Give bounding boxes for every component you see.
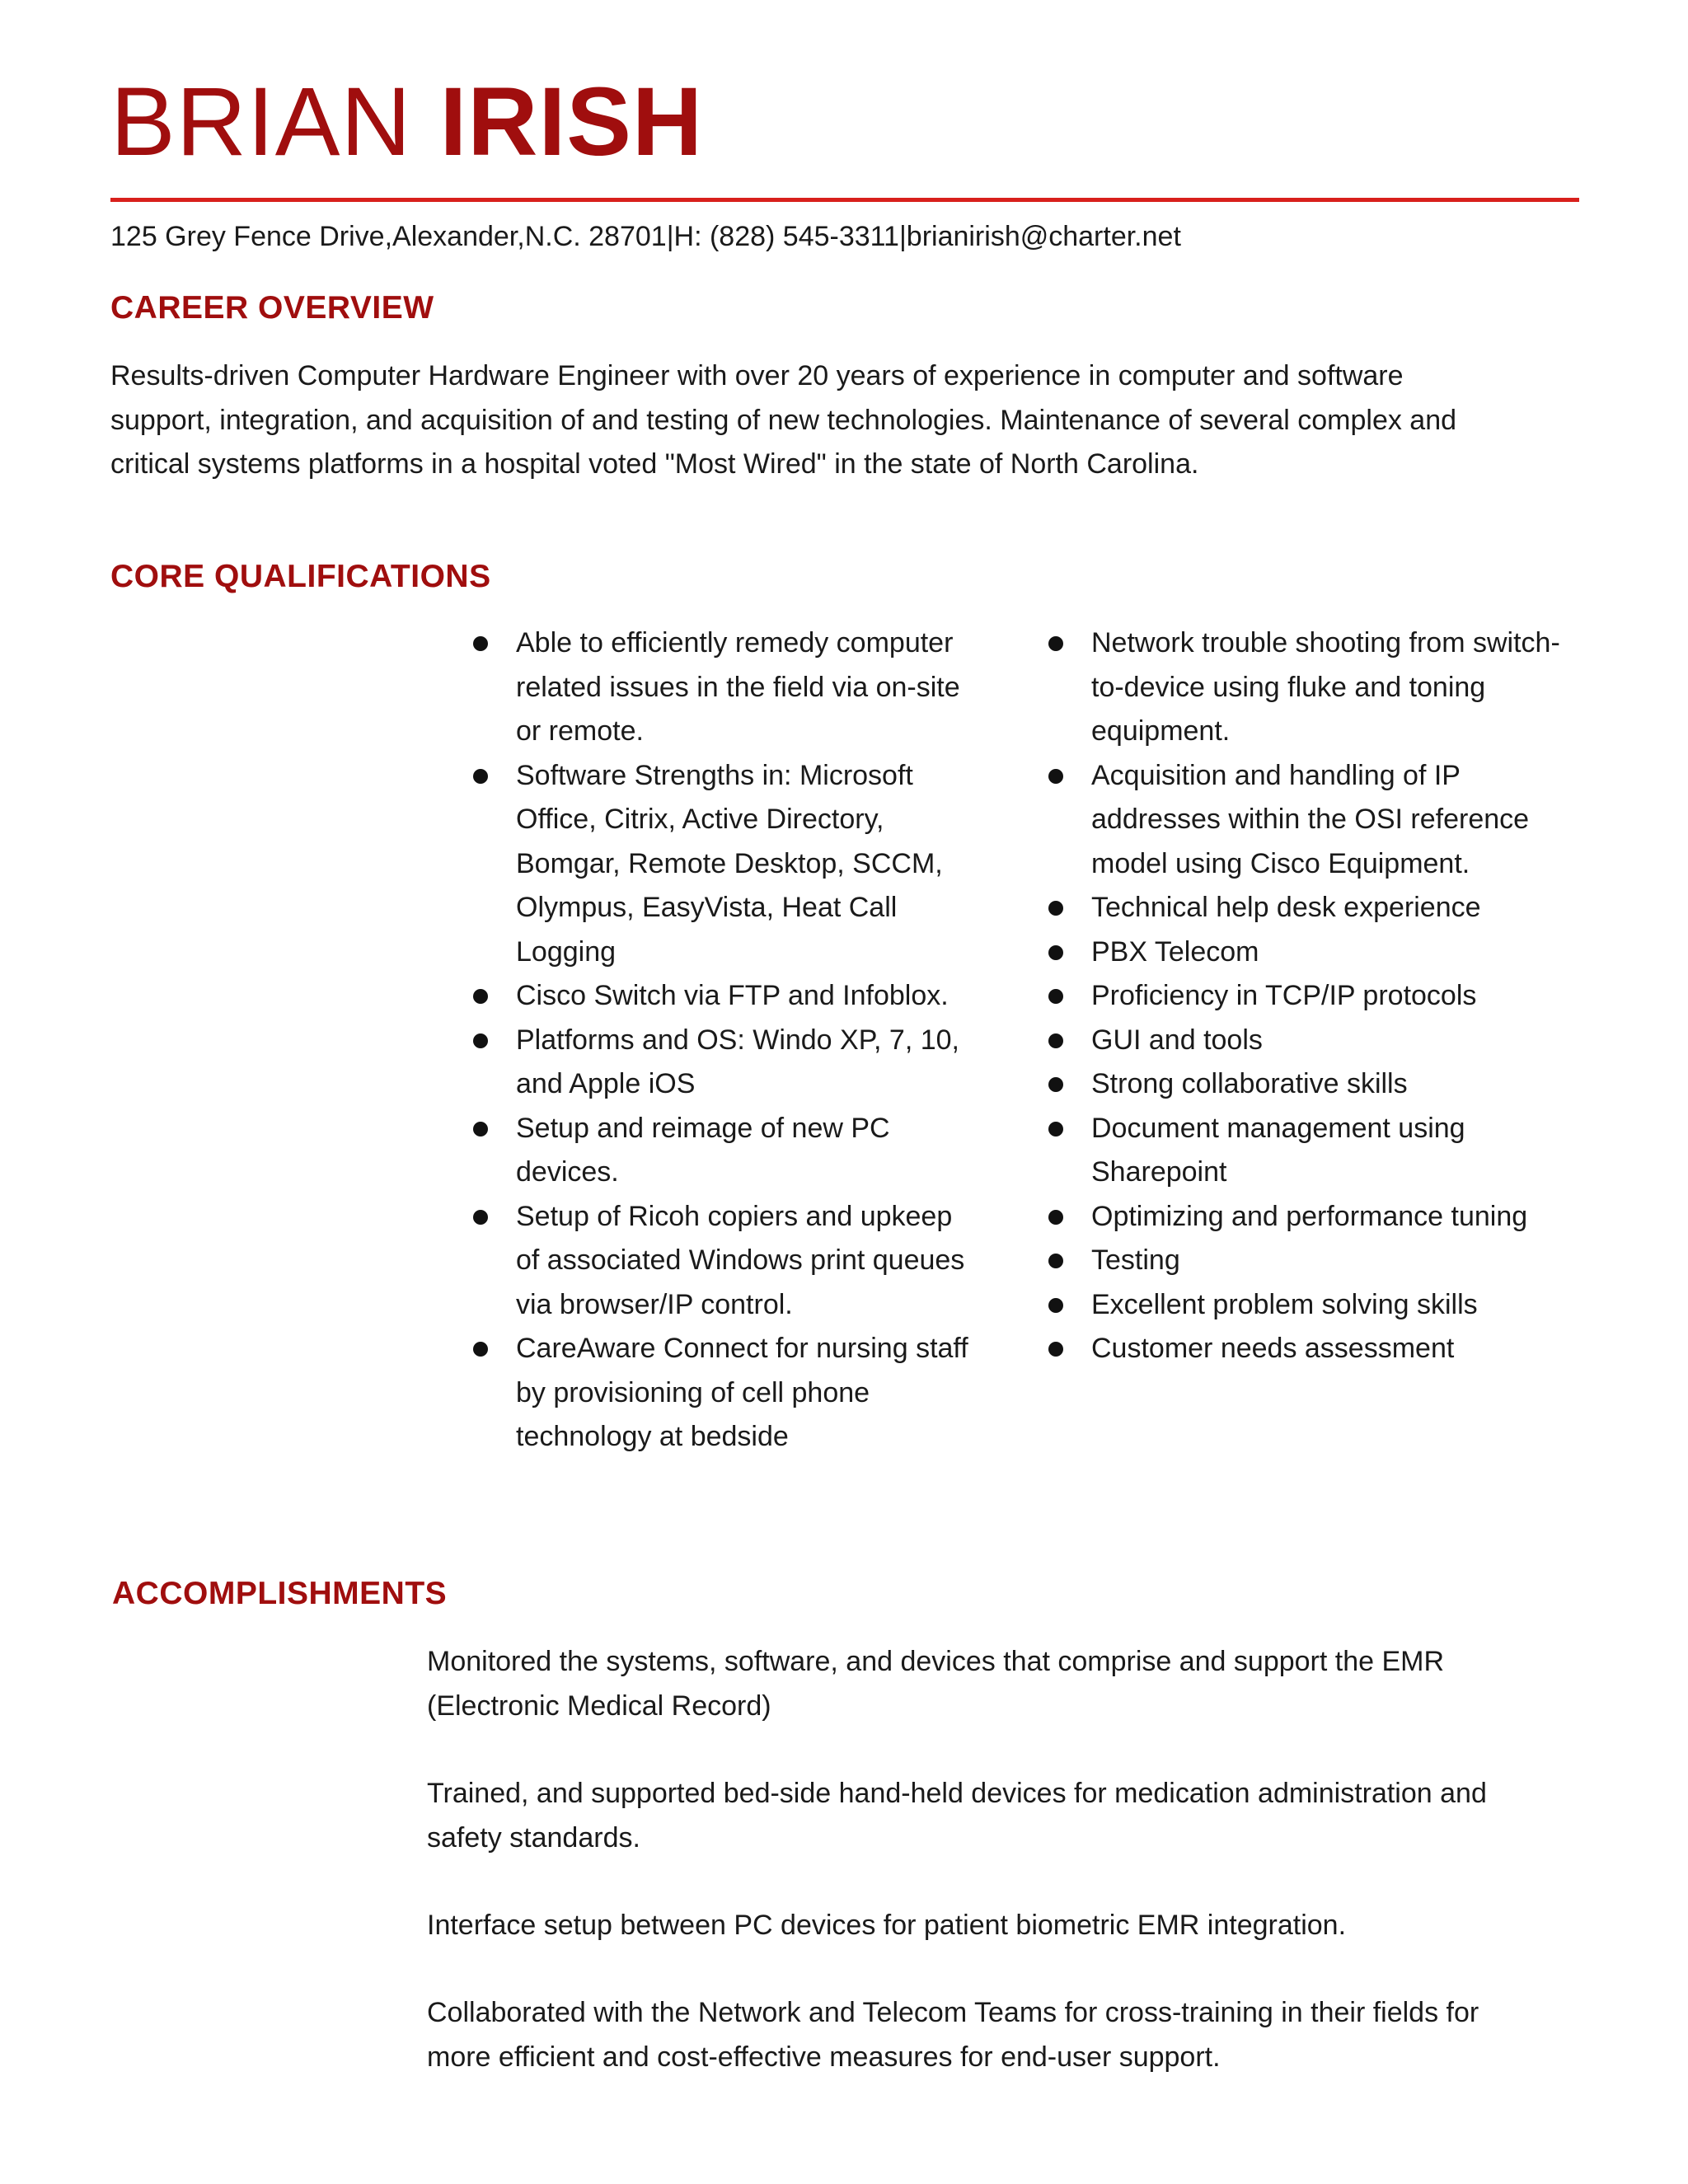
list-item: Setup of Ricoh copiers and upkeep of associated Windows print queues via browser/IP control. — [470, 1195, 981, 1328]
header-divider — [110, 198, 1579, 202]
list-item: Excellent problem solving skills — [1045, 1283, 1573, 1328]
bullet-icon — [1048, 945, 1063, 960]
contact-line: 125 Grey Fence Drive,Alexander,N.C. 28701|H: (828) 545-3311|brianirish@charter.net — [110, 221, 1181, 252]
list-item: Technical help desk experience — [1045, 886, 1573, 930]
accomplishment-item: Trained, and supported bed-side hand-held devices for medication administration and safety standards. — [427, 1778, 1487, 1854]
qualifications-right-column — [1045, 621, 1573, 1371]
candidate-name — [110, 64, 703, 180]
bullet-icon — [473, 1210, 488, 1225]
bullet-icon — [1048, 636, 1063, 651]
bullet-icon — [1048, 1077, 1063, 1092]
list-item: CareAware Connect for nursing staff by provisioning of cell phone technology at bedside — [470, 1327, 981, 1460]
list-item: GUI and tools — [1045, 1019, 1573, 1063]
bullet-icon — [473, 1342, 488, 1357]
list-item: Proficiency in TCP/IP protocols — [1045, 974, 1573, 1019]
list-item: Software Strengths in: Microsoft Office, Citrix, Active Directory, Bomgar, Remote Desktop, SCCM, Olympus, EasyVista, Heat Call Logging — [470, 754, 981, 975]
bullet-icon — [1048, 901, 1063, 916]
bullet-icon — [1048, 1342, 1063, 1357]
list-item: Testing — [1045, 1239, 1573, 1283]
list-item: Able to efficiently remedy computer related issues in the field via on-site or remote. — [470, 621, 981, 754]
accomplishment-item: Collaborated with the Network and Telecom Teams for cross-training in their fields for more efficient and cost-effective measures for end-user support. — [427, 1997, 1479, 2073]
list-item: Network trouble shooting from switch-to-device using fluke and toning equipment. — [1045, 621, 1573, 754]
accomplishments-heading: ACCOMPLISHMENTS — [112, 1576, 448, 1611]
bullet-icon — [1048, 1210, 1063, 1225]
list-item: Customer needs assessment — [1045, 1327, 1573, 1371]
list-item: Platforms and OS: Windo XP, 7, 10, and Apple iOS — [470, 1019, 981, 1107]
list-item: Setup and reimage of new PC devices. — [470, 1107, 981, 1195]
last-name: IRISH — [439, 68, 704, 176]
bullet-icon — [1048, 1254, 1063, 1268]
list-item: Strong collaborative skills — [1045, 1062, 1573, 1107]
bullet-icon — [1048, 1298, 1063, 1313]
list-item: Acquisition and handling of IP addresses within the OSI reference model using Cisco Equipment. — [1045, 754, 1573, 887]
bullet-icon — [473, 1033, 488, 1048]
bullet-icon — [1048, 1033, 1063, 1048]
bullet-icon — [473, 1122, 488, 1137]
accomplishment-item: Monitored the systems, software, and devices that comprise and support the EMR (Electronic Medical Record) — [427, 1646, 1445, 1722]
bullet-icon — [473, 989, 488, 1004]
bullet-icon — [1048, 769, 1063, 784]
list-item: Optimizing and performance tuning — [1045, 1195, 1573, 1240]
bullet-icon — [1048, 989, 1063, 1004]
list-item: Cisco Switch via FTP and Infoblox. — [470, 974, 981, 1019]
list-item: Document management using Sharepoint — [1045, 1107, 1573, 1195]
list-item: PBX Telecom — [1045, 930, 1573, 975]
career-overview-text: Results-driven Computer Hardware Engineer with over 20 years of experience in computer and software support, integration, and acquisition of and testing of new technologies. Maintenance of several complex and critical systems platforms in a hospital voted "Most Wired" in the state of North Carolina. — [110, 360, 1457, 480]
bullet-icon — [473, 769, 488, 784]
qualifications-left-column — [470, 621, 981, 1460]
core-qualifications-heading: CORE QUALIFICATIONS — [110, 559, 491, 594]
first-name: BRIAN — [110, 68, 412, 176]
bullet-icon — [473, 636, 488, 651]
bullet-icon — [1048, 1122, 1063, 1137]
accomplishment-item: Interface setup between PC devices for patient biometric EMR integration. — [427, 1910, 1347, 1941]
career-overview-heading: CAREER OVERVIEW — [110, 290, 434, 326]
